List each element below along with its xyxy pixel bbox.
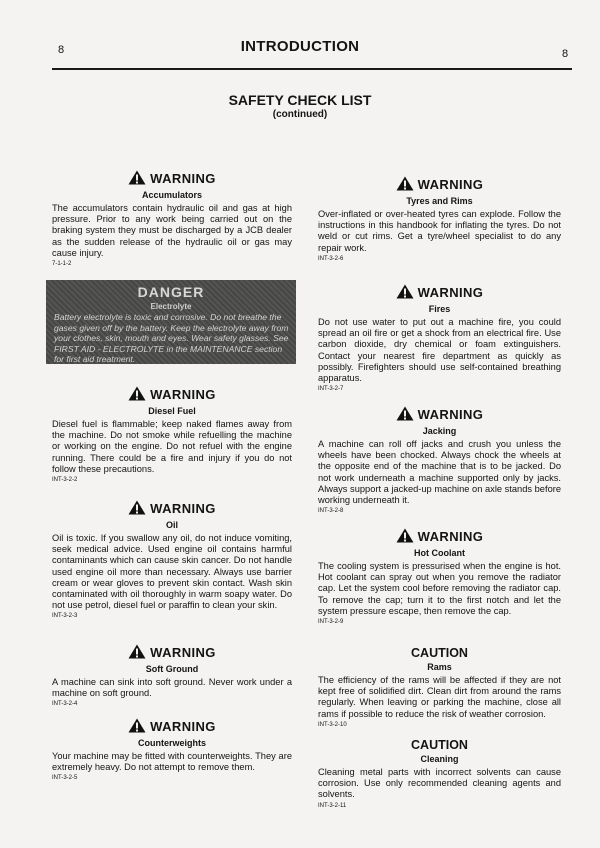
warning-triangle-icon bbox=[396, 176, 414, 195]
warning-triangle-icon bbox=[128, 718, 146, 737]
warning-heading: WARNING bbox=[150, 501, 216, 516]
header-rule bbox=[52, 68, 572, 70]
warning-triangle-icon bbox=[396, 528, 414, 547]
document-subtitle: (continued) bbox=[272, 109, 328, 120]
section-jacking bbox=[318, 406, 561, 514]
reference-code: INT-3-2-10 bbox=[318, 721, 347, 728]
section-body: The accumulators contain hydraulic oil and gas at high pressure. Prior to any work being carried out on the braking system they must be discharged by a JCB dealer as the sudden release of the hydraulic oil or gas may cause injury. bbox=[52, 203, 292, 258]
section-body: Do not use water to put out a machine fire, you could spread an oil fire or get a shock from an electrical fire. Use carbon dioxide, dry chemical or foam extinguishers. Contact your nearest fire department as quickly as possibly. Firefighters should use self-contained breathing apparatus. bbox=[318, 317, 561, 384]
section-body: The efficiency of the rams will be affected if they are not kept free of solidified dirt. Clean dirt from around the rams regularly. When leaving or parking the machine, close all rams if possible to reduce the risk of weather corrosion. bbox=[318, 675, 561, 719]
section-subheading: Jacking bbox=[422, 426, 457, 436]
warning-triangle-icon bbox=[128, 170, 146, 189]
section-body: Over-inflated or over-heated tyres can explode. Follow the instructions in this handbook for inflating the tyres. Do not weld or cut rims. Get a tyre/wheel specialist to do any repair work. bbox=[318, 209, 561, 253]
warning-heading: WARNING bbox=[150, 719, 216, 734]
section-body: The cooling system is pressurised when the engine is hot. Hot coolant can spray out when you remove the radiator cap. Let the system cool before removing the radiator cap. To remove the cap; turn it to the first notch and let the system pressure escape, then remove the cap. bbox=[318, 561, 561, 616]
warning-triangle-icon bbox=[396, 284, 414, 303]
warning-heading: WARNING bbox=[150, 387, 216, 402]
section-subheading: Soft Ground bbox=[145, 664, 199, 674]
section-body: Oil is toxic. If you swallow any oil, do not induce vomiting, seek medical advice. Used engine oil contains harmful contaminants which can cause skin cancer. Do not handle used engine oil more than necessary. Always use barrier cream or wear gloves to prevent skin contact. Wash skin contaminated with oil thoroughly in warm soapy water. Do not use petrol, diesel fuel or paraffin to clean your skin. bbox=[52, 533, 292, 611]
section-diesel-fuel bbox=[52, 386, 292, 483]
section-body: Cleaning metal parts with incorrect solvents can cause corrosion. Use only recommended cleaning agents and solvents. bbox=[318, 767, 561, 800]
reference-code: INT-3-2-8 bbox=[318, 508, 344, 515]
reference-code: INT-3-2-3 bbox=[52, 613, 78, 620]
section-body: A machine can sink into soft ground. Never work under a machine on soft ground. bbox=[52, 677, 292, 699]
section-subheading: Tyres and Rims bbox=[406, 196, 473, 206]
reference-code: 7-1-1-2 bbox=[52, 261, 72, 268]
section-subheading: Oil bbox=[165, 520, 178, 530]
warning-triangle-icon bbox=[396, 406, 414, 425]
page-number-left: 8 bbox=[58, 44, 65, 56]
reference-code: INT-3-2-7 bbox=[318, 386, 344, 393]
section-body: Diesel fuel is flammable; keep naked flames away from the machine. Do not smoke while refuelling the machine or working on the engine. Do not refuel with the engine running. There could be a fire and injury if you do not follow these precautions. bbox=[52, 419, 292, 474]
warning-heading: WARNING bbox=[417, 529, 484, 544]
section-oil bbox=[52, 500, 292, 619]
warning-heading: WARNING bbox=[150, 171, 216, 186]
reference-code: INT-3-2-6 bbox=[318, 255, 344, 262]
section-counterweights bbox=[52, 718, 292, 781]
page-number-right: 8 bbox=[562, 48, 569, 60]
warning-triangle-icon bbox=[128, 644, 146, 663]
warning-heading: WARNING bbox=[417, 177, 484, 192]
section-tyres-and-rims bbox=[318, 176, 561, 262]
danger-heading: DANGER bbox=[137, 284, 205, 300]
warning-heading: WARNING bbox=[150, 645, 216, 660]
caution-heading: CAUTION bbox=[411, 646, 468, 660]
document-title: SAFETY CHECK LIST bbox=[228, 92, 372, 108]
header-title: INTRODUCTION bbox=[240, 38, 360, 55]
reference-code: INT-3-2-4 bbox=[52, 701, 78, 708]
section-subheading: Rams bbox=[427, 662, 452, 672]
section-subheading: Diesel Fuel bbox=[148, 406, 196, 416]
section-subheading: Accumulators bbox=[141, 190, 203, 200]
section-hot-coolant bbox=[318, 528, 561, 625]
reference-code: INT-3-2-5 bbox=[52, 775, 78, 782]
warning-heading: WARNING bbox=[417, 407, 484, 422]
reference-code: INT-3-2-9 bbox=[318, 619, 344, 626]
section-subheading: Fires bbox=[428, 304, 451, 314]
section-cleaning bbox=[318, 738, 561, 809]
section-fires bbox=[318, 284, 561, 392]
section-rams bbox=[318, 646, 561, 728]
section-body: A machine can roll off jacks and crush you unless the wheels have been chocked. Always chock the wheels at the opposite end of the machine that is to be jacked. Do not work underneath a machine supported only by jacks. Always support a jacked-up machine on axle stands before working underneath it. bbox=[318, 439, 561, 506]
section-soft-ground bbox=[52, 644, 292, 707]
section-subheading: Cleaning bbox=[420, 754, 459, 764]
danger-body: Battery electrolyte is toxic and corrosive. Do not breathe the gases given off by the battery. Keep the electrolyte away from your clothes, skin, mouth and eyes. Wear safety glasses. See FIRST AID - ELECTROLYTE in the MAINTENANCE section for first aid treatment. bbox=[54, 312, 289, 364]
warning-triangle-icon bbox=[128, 386, 146, 405]
section-subheading: Counterweights bbox=[137, 738, 206, 748]
danger-subheading: Electrolyte bbox=[150, 302, 192, 311]
section-accumulators bbox=[52, 170, 292, 267]
reference-code: INT-3-2-11 bbox=[318, 802, 347, 809]
danger-electrolyte-panel bbox=[46, 280, 296, 364]
warning-heading: WARNING bbox=[417, 285, 484, 300]
reference-code: INT-3-2-2 bbox=[52, 477, 78, 484]
caution-heading: CAUTION bbox=[411, 738, 468, 752]
section-body: Your machine may be fitted with counterweights. They are extremely heavy. Do not attempt to remove them. bbox=[52, 751, 292, 773]
section-subheading: Hot Coolant bbox=[414, 548, 465, 558]
warning-triangle-icon bbox=[128, 500, 146, 519]
